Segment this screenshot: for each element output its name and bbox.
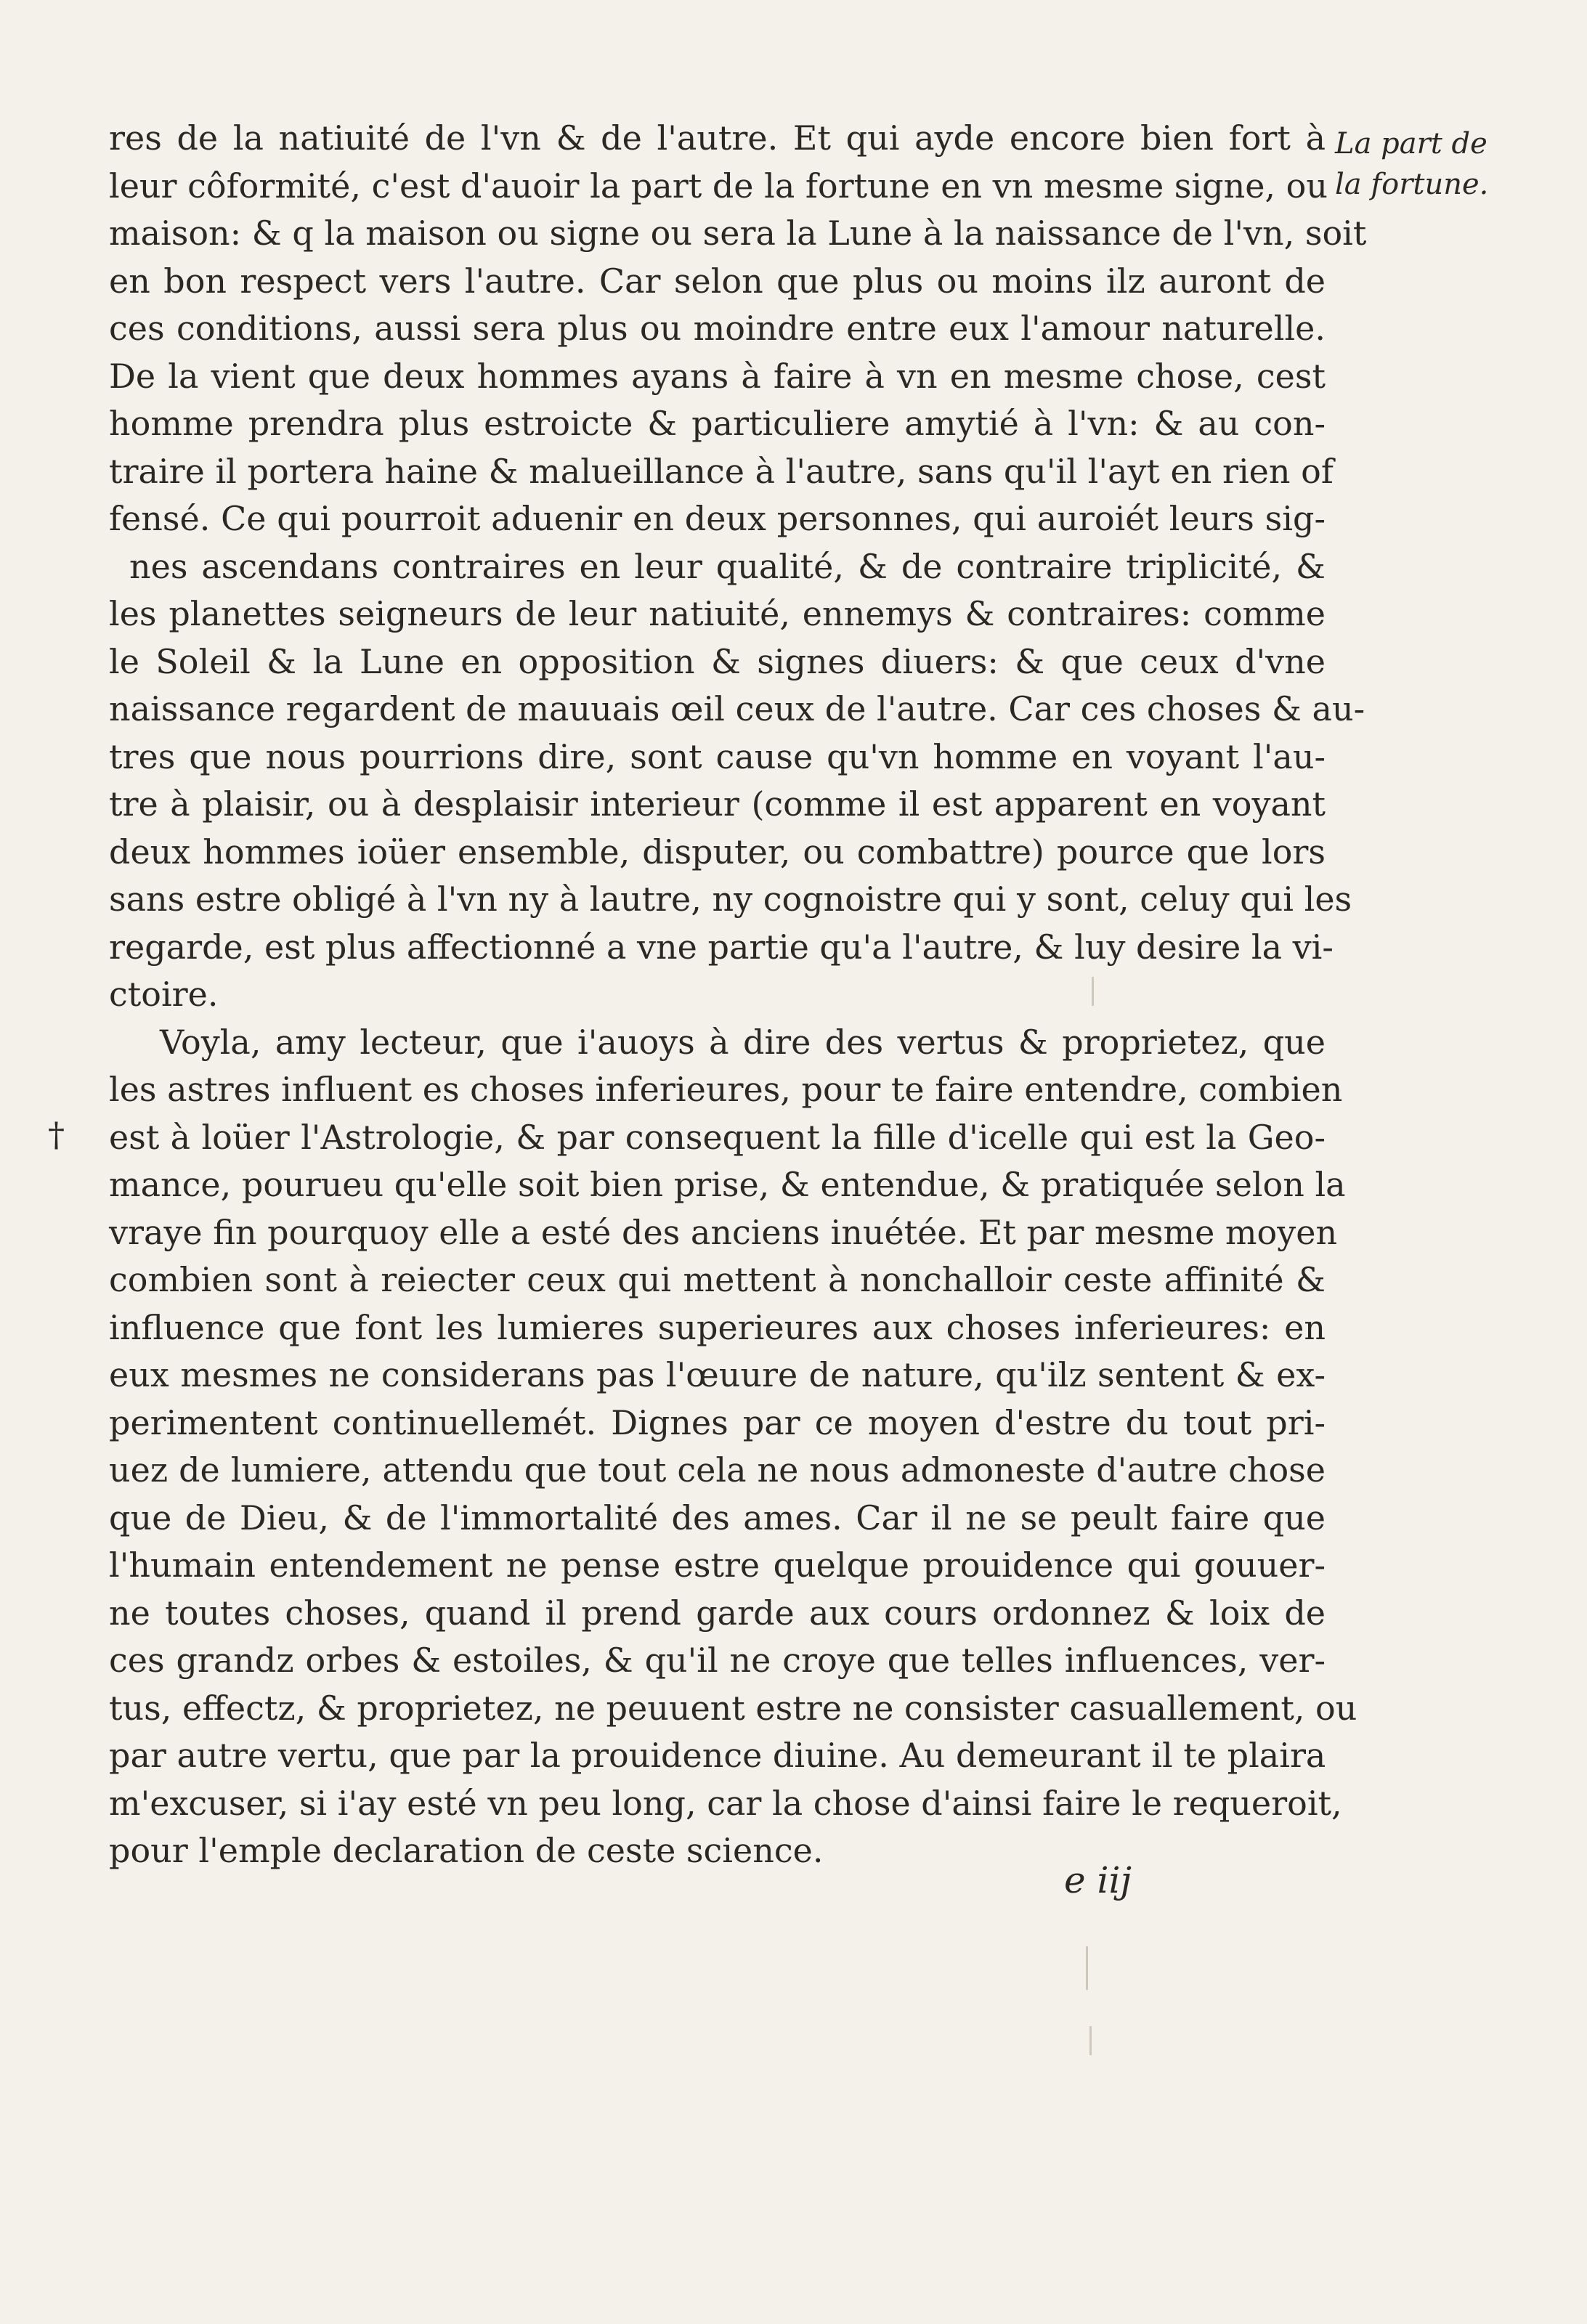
text-line-12: le Soleil & la Lune en opposition & signes diuers: & que ceux d'vne: [109, 641, 1326, 681]
text-line-31: l'humain entendement ne pense estre quelque prouidence qui gouuer-: [109, 1545, 1326, 1585]
text-line-23: mance, pourueu qu'elle soit bien prise, & entendue, & pratiquée selon la: [109, 1165, 1346, 1204]
text-line-28: perimentent continuellemét. Dignes par ce moyen d'estre du tout pri-: [109, 1402, 1326, 1442]
faint-mark: [1092, 977, 1094, 1006]
text-line-14: tres que nous pourrions dire, sont cause qu'vn homme en voyant l'au-: [109, 736, 1326, 776]
text-line-6: De la vient que deux hommes ayans à faire à vn en mesme chose, cest: [109, 356, 1326, 396]
text-line-32: ne toutes choses, quand il prend garde aux cours ordonnez & loix de: [109, 1593, 1326, 1633]
text-line-29: uez de lumiere, attendu que tout cela ne nous admoneste d'autre chose: [109, 1450, 1326, 1490]
text-line-35: par autre vertu, que par la prouidence diuine. Au demeurant il te plaira: [109, 1736, 1326, 1775]
text-line-7: homme prendra plus estroicte & particuliere amytié à l'vn: & au con-: [109, 404, 1326, 443]
text-line-10: nes ascendans contraires en leur qualité, & de contraire triplicité, &: [129, 546, 1326, 586]
text-line-18: regarde, est plus affectionné a vne partie qu'a l'autre, & luy desire la vi-: [109, 927, 1334, 967]
text-line-20: Voyla, amy lecteur, que i'auoys à dire des vertus & proprietez, que: [160, 1022, 1326, 1062]
text-line-21: les astres influent es choses inferieures, pour te faire entendre, combien: [109, 1070, 1343, 1109]
text-line-27: eux mesmes ne considerans pas l'œuure de nature, qu'ilz sentent & ex-: [109, 1355, 1326, 1394]
signature-mark: e iij: [1064, 1859, 1132, 1901]
text-line-37: pour l'emple declaration de ceste science.: [109, 1831, 824, 1870]
text-line-36: m'excuser, si i'ay esté vn peu long, car la chose d'ainsi faire le requeroit,: [109, 1783, 1342, 1823]
text-line-34: tus, effectz, & proprietez, ne peuuent estre ne consister casuallement, ou: [109, 1688, 1357, 1728]
faint-mark: [1086, 1946, 1088, 1990]
text-line-26: influence que font les lumieres superieures aux choses inferieures: en: [109, 1307, 1326, 1347]
text-line-8: traire il portera haine & malueillance à l'autre, sans qu'il l'ayt en rien of: [109, 451, 1334, 491]
text-line-24: vraye fin pourquoy elle a esté des anciens inuétée. Et par mesme moyen: [109, 1212, 1338, 1252]
text-line-2: leur côformité, c'est d'auoir la part de la fortune en vn mesme signe, ou: [109, 166, 1328, 206]
marginal-note-line-2: la fortune.: [1335, 168, 1489, 201]
text-line-1: res de la natiuité de l'vn & de l'autre. Et qui ayde encore bien fort à: [109, 118, 1326, 158]
text-line-33: ces grandz orbes & estoiles, & qu'il ne croye que telles influences, ver-: [109, 1641, 1326, 1680]
marginal-note-line-1: La part de: [1335, 127, 1487, 161]
text-line-9: fensé. Ce qui pourroit aduenir en deux personnes, qui auroiét leurs sig-: [109, 499, 1326, 538]
text-line-5: ces conditions, aussi sera plus ou moindre entre eux l'amour naturelle.: [109, 309, 1326, 348]
body-text: [109, 115, 1367, 1875]
text-line-13: naissance regardent de mauuais œil ceux de l'autre. Car ces choses & au-: [109, 689, 1365, 728]
text-line-17: sans estre obligé à l'vn ny à lautre, ny cognoistre qui y sont, celuy qui les: [109, 879, 1352, 919]
text-line-30: que de Dieu, & de l'immortalité des ames. Car il ne se peult faire que: [109, 1498, 1326, 1537]
text-line-11: les planettes seigneurs de leur natiuité, ennemys & contraires: comme: [109, 594, 1326, 633]
text-line-25: combien sont à reiecter ceux qui mettent à nonchalloir ceste affinité &: [109, 1260, 1326, 1299]
text-line-15: tre à plaisir, ou à desplaisir interieur (comme il est apparent en voyant: [109, 784, 1326, 824]
text-line-22: est à loüer l'Astrologie, & par consequent la fille d'icelle qui est la Geo-: [109, 1117, 1326, 1157]
text-line-4: en bon respect vers l'autre. Car selon que plus ou moins ilz auront de: [109, 261, 1326, 301]
margin-dagger-mark: †: [48, 1115, 65, 1154]
text-line-3: maison: & q la maison ou signe ou sera la Lune à la naissance de l'vn, soit: [109, 214, 1367, 253]
marginal-note: [1335, 123, 1489, 205]
text-line-16: deux hommes ioüer ensemble, disputer, ou combattre) pource que lors: [109, 832, 1326, 871]
faint-mark: [1089, 2026, 1092, 2055]
text-line-19: ctoire.: [109, 975, 219, 1014]
